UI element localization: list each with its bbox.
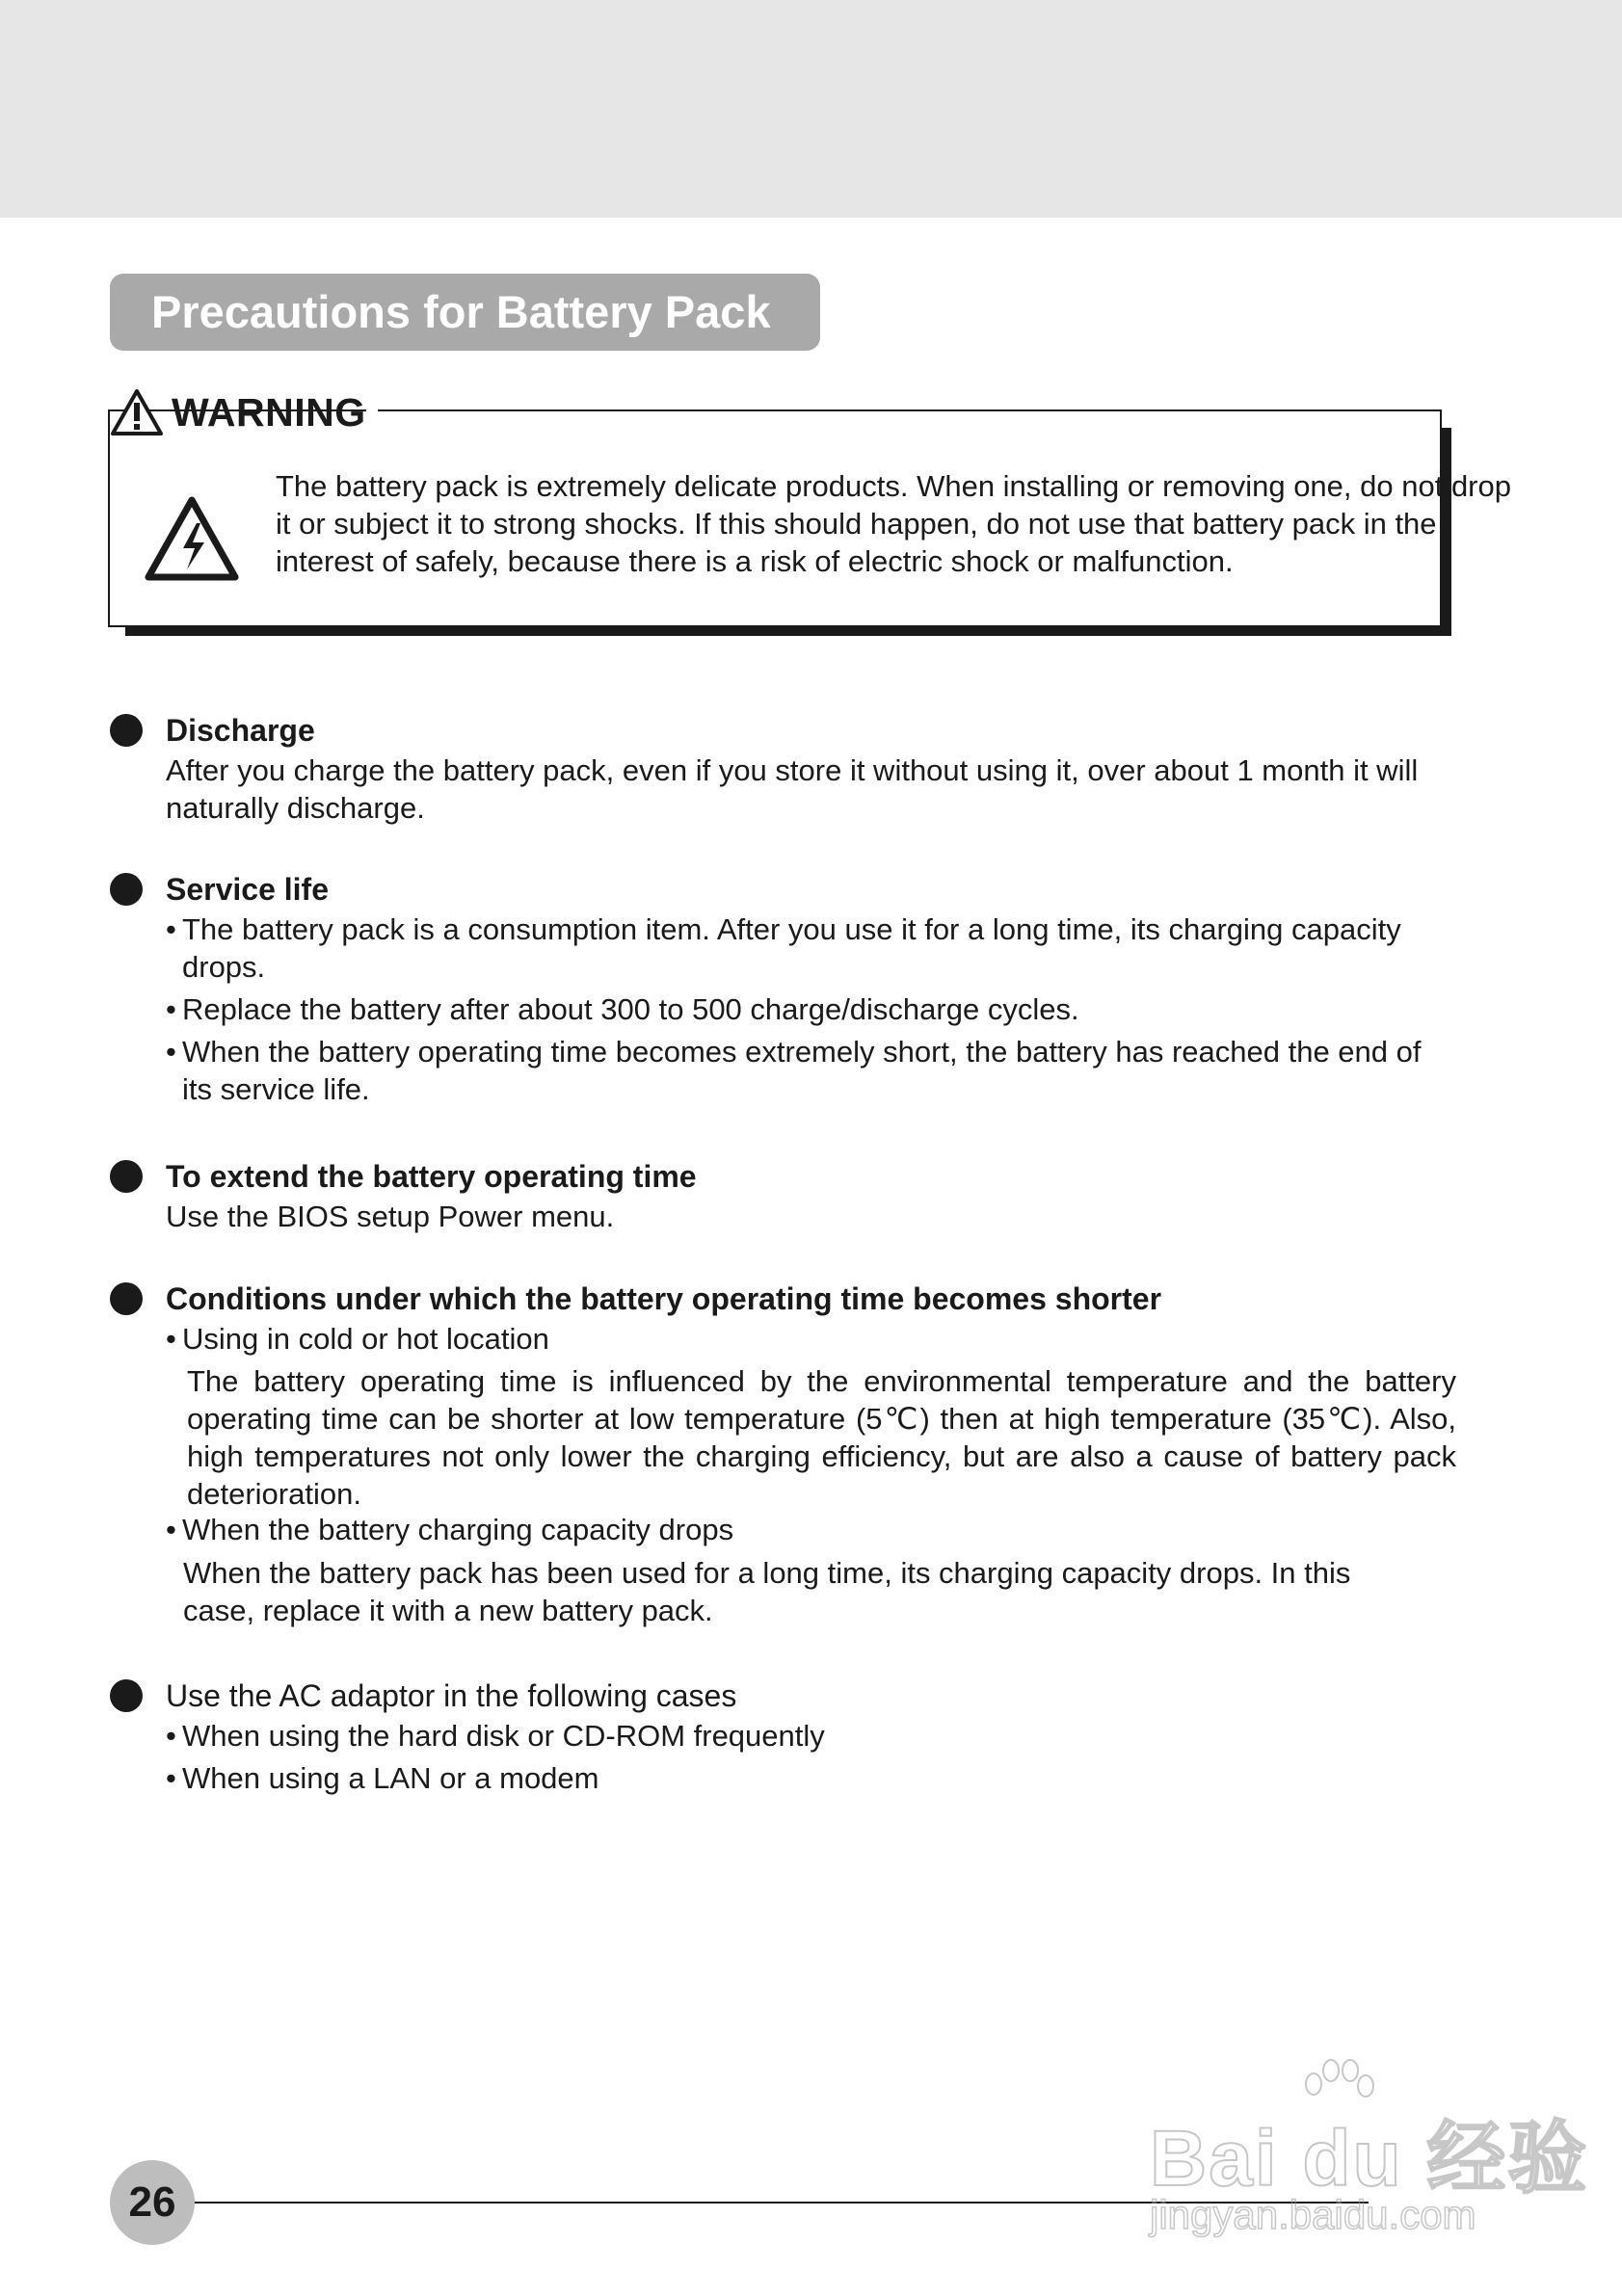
section-body: After you charge the battery pack, even if you store it without using it, over about 1 month it will naturally discharge. <box>166 753 1419 825</box>
list-item: • The battery pack is a consumption item. After you use it for a long time, its charging capacity drops. <box>166 912 1401 984</box>
bullet-dot-icon <box>110 1160 143 1193</box>
warning-triangle-icon <box>110 388 164 436</box>
page-number: 26 <box>110 2160 195 2245</box>
electric-shock-icon <box>145 496 239 581</box>
section-body: Use the BIOS setup Power menu. <box>166 1200 615 1233</box>
watermark-url: jingyan.baidu.com <box>1150 2192 1476 2237</box>
page-title: Precautions for Battery Pack <box>110 274 820 351</box>
header-band <box>0 0 1622 218</box>
warning-heading <box>110 383 378 441</box>
section-title: Discharge <box>166 713 315 748</box>
warning-label: WARNING <box>172 389 366 435</box>
list-item: • When the battery operating time becomes extremely short, the battery has reached the end of its service life. <box>166 1035 1422 1106</box>
section-discharge <box>110 709 1459 834</box>
bullet-dot-icon <box>110 714 143 747</box>
list-item: • Using in cold or hot location <box>166 1322 549 1356</box>
bullet-dot-icon <box>110 1679 143 1712</box>
list-item-detail: The battery operating time is influenced by the environmental temperature and the battery operating time can be shorter at low temperature (5℃) then at high temperature (35℃). Also, high temperatures not only lower the charging efficiency, but are also a cause of battery pack deterioration. <box>187 1364 1456 1511</box>
section-extend <box>110 1155 1459 1242</box>
bullet-dot-icon <box>110 873 143 906</box>
warning-box <box>108 409 1511 627</box>
watermark <box>1150 2057 1589 2250</box>
list-item: • Replace the battery after about 300 to 500 charge/discharge cycles. <box>166 992 1079 1026</box>
bullet-dot-icon <box>110 1282 143 1315</box>
section-title: Use the AC adaptor in the following cases <box>166 1678 737 1713</box>
section-title: Service life <box>166 872 329 907</box>
section-service-life <box>110 868 1459 1119</box>
section-title: To extend the battery operating time <box>166 1159 697 1194</box>
list-item: • When using the hard disk or CD-ROM frequently <box>166 1719 825 1753</box>
watermark-brand: Bai du 经验 <box>1150 2115 1589 2203</box>
section-title: Conditions under which the battery operating time becomes shorter <box>166 1281 1162 1316</box>
list-item: • When using a LAN or a modem <box>166 1761 599 1795</box>
list-item: • When the battery charging capacity drops <box>166 1513 734 1546</box>
warning-text: The battery pack is extremely delicate products. When installing or removing one, do not drop it or subject it to strong shocks. If this should happen, do not use that battery pack in the interest of safely, because there is a risk of electric shock or malfunction. <box>276 469 1511 578</box>
section-conditions <box>110 1278 1459 1644</box>
list-item-detail: When the battery pack has been used for a long time, its charging capacity drops. In this case, replace it with a new battery pack. <box>183 1556 1351 1627</box>
section-ac-adaptor <box>110 1675 1459 1809</box>
